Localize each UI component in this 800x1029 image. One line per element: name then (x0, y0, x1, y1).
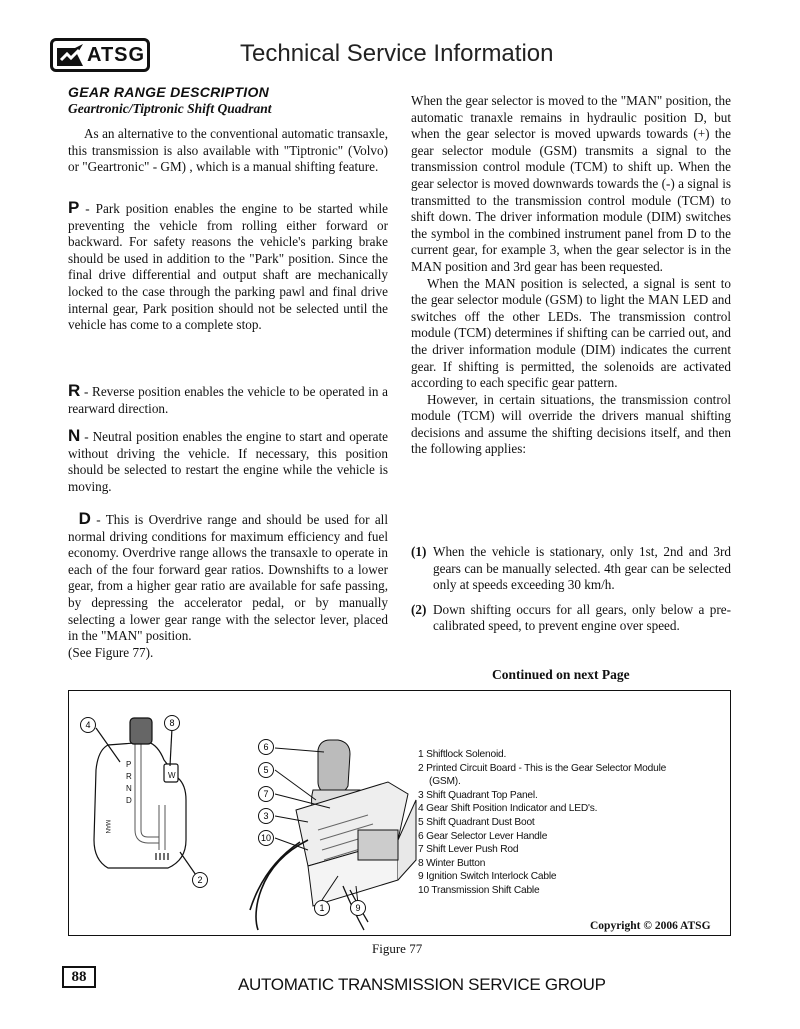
section-subheading: Geartronic/Tiptronic Shift Quadrant (68, 101, 272, 116)
page-title: Technical Service Information (240, 40, 554, 67)
legend-item: 3 Shift Quadrant Top Panel. (418, 789, 538, 801)
list-item (411, 602, 731, 635)
intro-paragraph (68, 126, 388, 176)
callout-number: 4 (85, 720, 91, 730)
reverse-letter: R (68, 381, 81, 400)
numbered-list (411, 544, 731, 635)
footer-text: AUTOMATIC TRANSMISSION SERVICE GROUP (238, 975, 606, 994)
legend-item: 5 Shift Quadrant Dust Boot (418, 816, 535, 828)
callout-number: 9 (355, 903, 361, 913)
lever-knob (130, 718, 152, 744)
reverse-text: - Reverse position enables the vehicle to be operated in a rearward direction. (68, 384, 388, 416)
drive-paragraph (68, 511, 388, 661)
legend-item: 9 Ignition Switch Interlock Cable (418, 871, 557, 883)
drive-text: - This is Overdrive range and should be used for all normal driving conditions for maximum efficiency and fuel economy. Overdrive range allows the transaxle to operate in each of the four forward gear ratios. Downshifts to a lower gear, from a higher gear ratio are available for safe passing, by depressing the accelerator pedal, or by manually selecting a lower gear range with the selector lever, placed in the "MAN" position. (68, 512, 389, 644)
quadrant-letter-p: P (126, 760, 132, 769)
list-item-number: (2) (411, 601, 427, 617)
park-paragraph (68, 200, 388, 334)
legend-item: (GSM). (429, 776, 461, 788)
quadrant-letter-r: R (126, 772, 132, 781)
park-letter: P (68, 198, 80, 217)
selector-handle (318, 740, 350, 794)
continued-note: Continued on next Page (492, 667, 630, 682)
man-paragraph-3: However, in certain situations, the transmission control module (TCM) will override the drivers manual shifting decisions and assume the shifting decisions itself, and then the following applies: (411, 391, 731, 457)
callout-number: 1 (319, 903, 325, 913)
list-item-text: Down shifting occurs for all gears, only below a pre-calibrated speed, to prevent engine over speed. (433, 601, 731, 634)
shift-gate (138, 730, 162, 840)
legend-item: 2 Printed Circuit Board - This is the Gear Selector Module (418, 762, 667, 774)
legend-item: 7 Shift Lever Push Rod (418, 844, 519, 856)
callout-number: 6 (263, 742, 269, 752)
callout-number: 5 (263, 765, 269, 775)
winter-w-label: W (168, 771, 176, 780)
callout-number: 10 (260, 833, 272, 843)
drive-letter: D (78, 509, 91, 528)
man-paragraph-1: When the gear selector is moved to the "MAN" position, the automatic tranaxle remains in hydraulic position D, but when the gear selector is moved upwards towards (+) the gear selector module (GSM) transmits a signal to the transmission control module (TCM) to shift up. When the gear selector is moved downwards towards the (-) a signal is transmitted to the transmission control module (TCM) to shift down. The driver information module (DIM) switches the symbol in the combined instrument panel from D to the current gear, for example 3, when the gear selector is in the MAN position and 3rd gear has been requested. (411, 93, 731, 274)
list-item-text: When the vehicle is stationary, only 1st, 2nd and 3rd gears can be manually selected. 4th gear can be selected only at speeds exceeding 30 km/h. (433, 544, 731, 593)
atsg-logo (50, 38, 150, 72)
quadrant-letter-n: N (126, 784, 132, 793)
page-number: 88 (62, 966, 96, 988)
quadrant-letter-d: D (126, 796, 132, 805)
man-label: MAN (104, 820, 110, 834)
legend-item: 6 Gear Selector Lever Handle (418, 830, 548, 842)
neutral-text: - Neutral position enables the engine to start and operate without driving the vehicle. If necessary, this position should be selected to restart the engine while the vehicle is moving. (68, 429, 388, 494)
callout-number: 8 (169, 718, 175, 728)
callout-number: 2 (197, 875, 203, 885)
list-item-number: (1) (411, 544, 427, 559)
legend-item: 8 Winter Button (418, 857, 486, 869)
section-heading: GEAR RANGE DESCRIPTION (68, 84, 270, 100)
list-item (411, 544, 731, 594)
man-paragraph-2: When the MAN position is selected, a signal is sent to the gear selector module (GSM) to light the MAN LED and switches off the other LEDs. The transmission control module (TCM) determines if shifting can be carried out, and the driver information module (DIM) indicates the current gear. If shifting is permitted, the solenoids are activated according to each specific gear pattern. (411, 275, 731, 391)
callout-number: 7 (263, 789, 269, 799)
legend-item: 1 Shiftlock Solenoid. (418, 749, 507, 760)
see-figure-ref: (See Figure 77). (68, 644, 154, 660)
atsg-logo-mark-icon (55, 42, 85, 68)
reverse-paragraph (68, 383, 388, 417)
legend-item: 10 Transmission Shift Cable (418, 884, 540, 896)
legend-item: 4 Gear Shift Position Indicator and LED's. (418, 803, 598, 815)
neutral-paragraph (68, 428, 388, 495)
neutral-letter: N (68, 426, 81, 445)
copyright-notice: Copyright © 2006 ATSG (590, 920, 711, 932)
intro-text: As an alternative to the conventional automatic transaxle, this transmission is also available with "Tiptronic" (Volvo) or "Geartronic" - GM) , which is a manual shifting feature. (68, 126, 388, 175)
figure-caption: Figure 77 (372, 941, 423, 956)
logo-text: ATSG (87, 43, 146, 66)
callout-number: 3 (263, 811, 269, 821)
shift-cable (256, 840, 308, 930)
right-column (411, 93, 731, 458)
figure-legend (418, 748, 666, 898)
park-text: - Park position enables the engine to be started while preventing the vehicle from rolling either forward or backward. For safety reasons the vehicle's parking brake should be used in addition to the "Park" position. Since the final drive differential and output shaft are mechanically locked to the case through the parking pawl and final drive internal gear, Park position should not be selected until the vehicle has come to a complete stop. (68, 201, 388, 333)
